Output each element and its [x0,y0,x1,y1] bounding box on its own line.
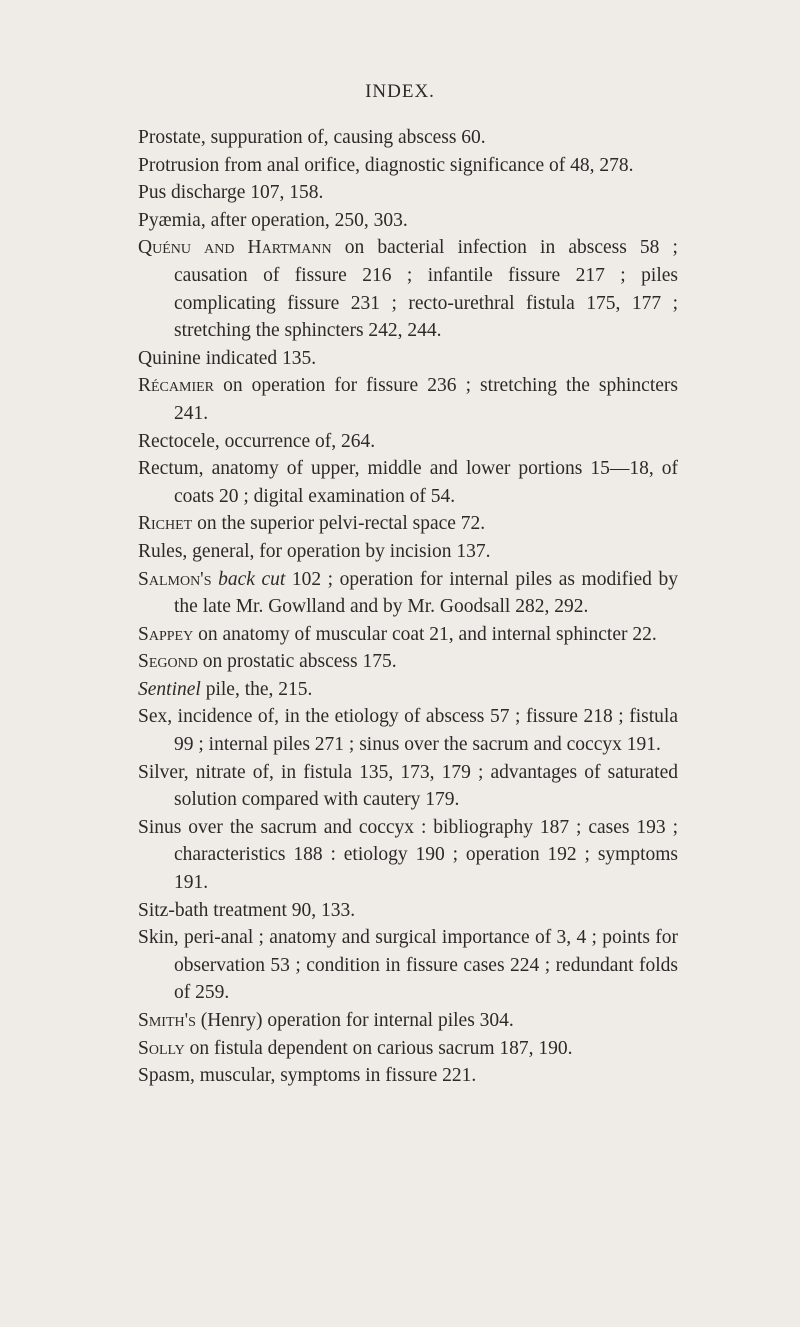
entry-text: Sinus over the sacrum and coccyx : bibliography 187 ; cases 193 ; characteristics 188 : etiology 190 ; operation 192 ; symptoms 191. [138,816,678,894]
entry-italic-term: back cut [218,568,286,590]
entry-author-name: Richet [138,513,193,535]
entry-text: on prostatic abscess 175. [197,651,397,673]
entry-text: Sitz-bath treatment 90, 133. [138,899,356,921]
entry-author-name: Sappey [138,623,194,645]
entry-text: 102 ; operation for internal piles as modified by the late Mr. Gowlland and by Mr. Goodsall 282, 292. [174,568,679,618]
entry-text: on fistula dependent on carious sacrum 187, 190. [184,1037,573,1059]
index-entry [138,179,678,207]
entry-text: Skin, peri-anal ; anatomy and surgical importance of 3, 4 ; points for observation 53 ; condition in fissure cases 224 ; redundant folds of 259. [138,927,678,1004]
index-entry [138,428,678,456]
entry-text: Prostate, suppuration of, causing abscess 60. [138,127,486,148]
entry-text: pile, the, 215. [200,678,313,700]
index-entry [138,510,678,538]
entry-text: Pyæmia, after operation, 250, 303. [138,209,408,231]
index-entry [138,1062,678,1090]
entry-text: Sex, incidence of, in the etiology of abscess 57 ; fissure 218 ; fistula 99 ; internal piles 271 ; sinus over the sacrum and coccyx 191. [138,706,678,756]
index-entry [138,345,678,373]
index-entry [138,152,678,180]
entry-text: Rules, general, for operation by incision 137. [138,540,491,562]
index-entry [138,372,678,427]
index-entry [138,621,678,649]
index-entry [138,703,678,758]
entry-text: on anatomy of muscular coat 21, and internal sphincter 22. [193,623,657,645]
entry-author-name: Smith's [138,1010,196,1031]
index-entry [138,538,678,566]
index-entry [138,924,678,1007]
index-entry [138,814,678,897]
entry-italic-term: Sentinel [138,678,201,700]
entry-text: Protrusion from anal orifice, diagnostic significance of 48, 278. [138,154,634,176]
entry-author-name: Récamier [138,375,215,397]
entry-text: on the superior pelvi-rectal space 72. [192,513,486,535]
entry-text: Quinine indicated 135. [138,347,317,369]
index-entry [138,648,678,676]
entry-author-name: Solly [138,1037,185,1059]
index-entry [138,455,678,510]
entry-text: on operation for fissure 236 ; stretching the sphincters 241. [174,375,678,424]
index-entries [138,124,678,1090]
index-entry [138,234,678,344]
entry-text: Spasm, muscular, symptoms in fissure 221. [138,1065,477,1087]
entry-text: on bacterial infection in abscess 58 ; causation of fissure 216 ; infantile fissure 217 ; piles complicating fissure 231 ; recto-urethral fistula 175, 177 ; stretching the sphincters 242, 244. [174,237,678,342]
index-entry [138,897,678,925]
entry-author-name: Salmon's [138,568,212,590]
page-title: INDEX. [365,81,435,102]
index-entry [138,676,678,704]
entry-author-name: Segond [138,651,198,673]
index-entry [138,1007,678,1035]
index-entry [138,207,678,235]
index-entry [138,759,678,814]
entry-text: Pus discharge 107, 158. [138,182,324,204]
entry-text: (Henry) operation for internal piles 304. [195,1010,514,1031]
entry-author-name: Quénu and Hartmann [138,237,332,259]
index-entry [138,1035,678,1063]
entry-text: Rectocele, occurrence of, 264. [138,430,376,452]
entry-text: Rectum, anatomy of upper, middle and lower portions 15—18, of coats 20 ; digital examination of 54. [138,458,678,507]
entry-text: Silver, nitrate of, in fistula 135, 173, 179 ; advantages of saturated solution compared with cautery 179. [138,761,678,811]
index-entry [138,566,678,621]
index-entry [138,124,678,152]
